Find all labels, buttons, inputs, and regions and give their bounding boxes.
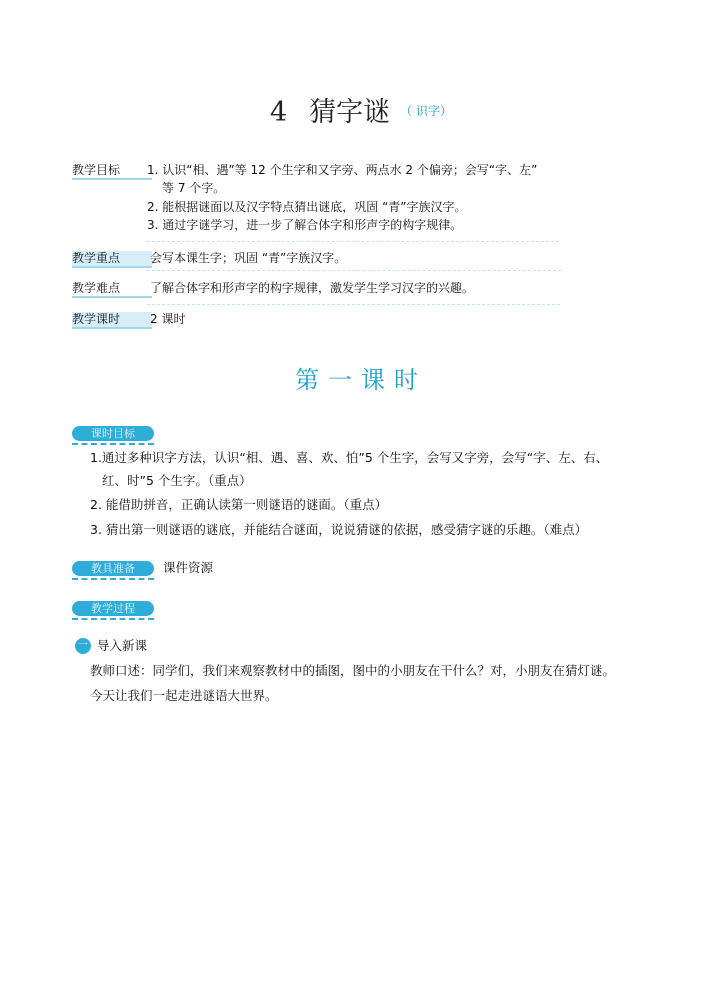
materials-badge: 教具准备 [72, 561, 154, 576]
goal-item-1: 1. 认识“相、遇”等 12 个生字和又字旁、两点水 2 个偏旁；会写“字、左” [147, 163, 538, 177]
objective-item-3: 3. 猜出第一则谜语的谜底，并能结合谜面，说说猜谜的依据，感受猜字谜的乐趣。（难点） [90, 522, 588, 537]
badge-underline [72, 578, 154, 580]
lesson-heading [0, 90, 722, 129]
lesson-number: 4 [269, 97, 288, 128]
step-title: 导入新课 [97, 638, 148, 653]
materials-text: 课件资源 [163, 560, 214, 575]
step-text-line: 教师口述：同学们，我们来观察教材中的插图，图中的小朋友在干什么？对，小朋友在猜灯谜。 [90, 663, 616, 678]
objective-item-2: 2. 能借助拼音，正确认读第一则谜语的谜面。（重点） [90, 497, 388, 512]
objective-item-1: 1.通过多种识字方法，认识“相、遇、喜、欢、怕”5 个生字，会写又字旁，会写“字、左、右、 [90, 450, 609, 465]
badge-underline [72, 443, 154, 445]
objectives-badge: 课时目标 [72, 426, 154, 441]
session-title: 第一课时 [295, 366, 427, 394]
lesson-type-tag: （ 识字） [400, 104, 452, 118]
divider [147, 270, 561, 271]
goal-item-2: 2. 能根据谜面以及汉字特点猜出谜底，巩固 “青”字族汉字。 [147, 200, 467, 214]
key-points-label: 教学重点 [72, 251, 152, 268]
step-number-badge: 一 [75, 638, 91, 654]
hours-label: 教学课时 [72, 312, 152, 329]
difficulty-label: 教学难点 [72, 281, 152, 298]
goal-item-3: 3. 通过字谜学习，进一步了解合体字和形声字的构字规律。 [147, 218, 463, 232]
step-text-line: 今天让我们一起走进谜语大世界。 [90, 688, 278, 703]
process-badge: 教学过程 [72, 601, 154, 616]
divider [147, 304, 560, 305]
badge-underline [72, 618, 154, 620]
hours-text: 2 课时 [150, 312, 186, 326]
key-points-text: 会写本课生字；巩固 “青”字族汉字。 [150, 251, 347, 265]
lesson-title-text: 猜字谜 [309, 97, 391, 128]
difficulty-text: 了解合体字和形声字的构字规律，激发学生学习汉字的兴趣。 [150, 281, 475, 295]
goal-item-1-cont: 等 7 个字。 [162, 181, 226, 195]
goals-label: 教学目标 [72, 163, 152, 180]
divider [147, 241, 559, 242]
objective-item-1-cont: 红、时”5 个生字。（重点） [102, 473, 252, 488]
